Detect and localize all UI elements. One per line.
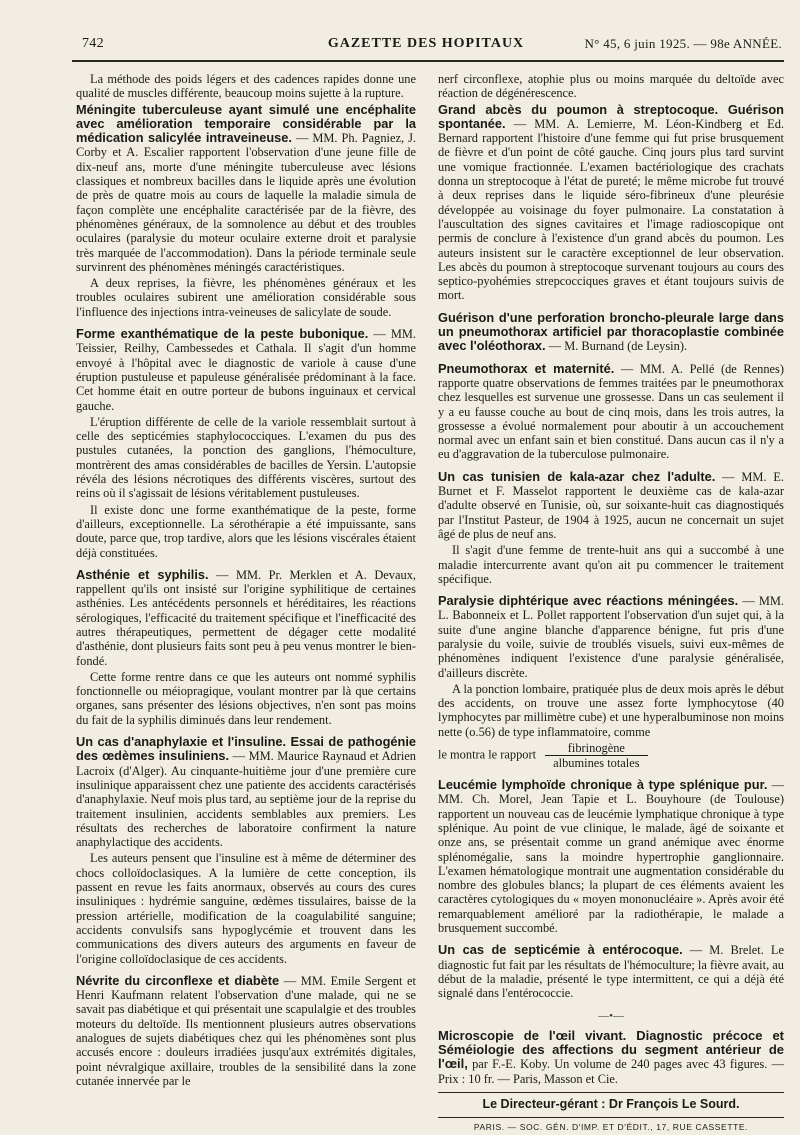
article-heading: Méningite tuberculeuse ayant simulé une encéphalite avec amélioration temporaire considérable par la médication salicylée intraveineuse.	[76, 101, 416, 146]
article-paralysie	[438, 594, 784, 770]
article-authors: — MM. Ph. Pagniez, J. Corby et A. Escalier	[76, 131, 416, 160]
article-leucemie	[438, 778, 784, 935]
article-anaphylaxie	[76, 735, 416, 966]
article-text: rapportent l'observation d'une jeune fille de dix-neuf ans, morte d'une méningite tuberculeuse avec lésions classiques et nombreux bacilles dans le liquide après une évolution de près de quatre mois au cours de laquelle la maladie simula de façon complète une encéphalite caractérisée par de la fièvre, des phénomènes généraux, de la somnolence au début et des troubles oculaires (paralysie du moteur oculaire externe droit et paralysie très marquée de l'accommodation). Dans la période terminale seule survinrent des phénomènes méningés caractéristiques.	[76, 145, 416, 274]
article-peste	[76, 327, 416, 560]
article-kala-azar	[438, 470, 784, 586]
article-heading: Un cas d'anaphylaxie et l'insuline. Essai de pathogénie des œdèmes insuliniens.	[76, 734, 416, 764]
intro-paragraph: La méthode des poids légers et des cadences rapides donne une qualité de muscles différente, beaucoup moins sujette à la rupture.	[76, 72, 416, 101]
article-authors: — M. Brelet.	[689, 943, 764, 958]
article-heading: Guérison d'une perforation broncho-pleurale large dans un pneumothorax artificiel par thoracoplastie combinée avec l'oléothorax.	[438, 309, 784, 354]
article-heading: Forme exanthématique de la peste bubonique.	[76, 326, 369, 342]
book-details: par F.-E. Koby. Un volume de 240 pages avec 43 figures. — Prix : 10 fr. — Paris, Masson et Cie.	[438, 1057, 784, 1086]
article-abces-poumon	[438, 103, 784, 303]
article-text: A deux reprises, la fièvre, les phénomènes généraux et les troubles oculaires subirent une amélioration considérable sous l'influence des injections intra-veineuses de salicylate de soude.	[76, 276, 416, 319]
article-text: Au cinquante-huitième jour d'une première cure insulinique apparaissent chez une patiente des accidents caractérisés d'anaphylaxie. Neuf mois plus tard, au septième jour de la reprise du traitement insulinien, accidents semblables aux premiers. Les résultats des recherches de laboratoire confirment la nature anaphylactique des accidents.	[76, 763, 417, 850]
book-title: Microscopie de l'œil vivant. Diagnostic précoce et Séméiologie des affections du segment antérieur de l'œil,	[438, 1027, 784, 1072]
article-text: Le diagnostic fut fait par les résultats de l'hémoculture; la fièvre avait, au début de la maladie, présenté le type intermittent, ce qui a déjà été signalé dans l'entérococcie.	[438, 943, 784, 1001]
article-heading: Un cas tunisien de kala-azar chez l'adulte.	[438, 468, 716, 484]
article-meningite	[76, 103, 416, 319]
article-authors: — MM. A. Lemierre, M. Léon-Kindberg et Ed. Bernard	[438, 116, 784, 146]
ratio-fraction	[545, 741, 647, 770]
left-column	[76, 72, 416, 1096]
running-header	[70, 30, 782, 56]
article-perforation	[438, 311, 784, 354]
article-pneumothorax	[438, 362, 784, 462]
footer-rule	[438, 1092, 784, 1093]
article-authors: — MM. E. Burnet et F. Masselot	[438, 469, 784, 499]
article-heading: Pneumothorax et maternité.	[438, 360, 615, 376]
article-heading: Asthénie et syphilis.	[76, 566, 209, 582]
continued-paragraph: nerf circonflexe, atophie plus ou moins marquée du deltoïde avec réaction de dégénérescence.	[438, 72, 784, 101]
article-text: relatent l'observation d'une malade, qui ne se savait pas diabétique et qui présentait une scapulalgie et des troubles moteurs du deltoïde. Ils mentionnent plusieurs autres observations analogues de sujets diabétiques chez qui les phénomènes sont plus accusés encore : douleurs irradiées jusqu'aux extrémités digitales, point névralgique axillaire, troubles de la sensibilité dans la zone cutanée innervée par le	[76, 988, 416, 1088]
article-heading: Un cas de septicémie à entérocoque.	[438, 942, 683, 958]
article-asthenie	[76, 568, 416, 727]
article-text: rapportent un nouveau cas de leucémie lymphatique chronique à type splénique. Au point de vue clinique, le malade, âgé de soixante et onze ans, se présentait comme un grand anémique avec énorme splénomégalie, sans la moindre hypertrophie ganglionnaire. L'examen hématologique montrait une augmentation considérable du nombre des globules blancs; la plupart de ces éléments avaient les caractères cytologiques du « moyen mononucléaire ». Après avoir été remarquablement amélioré par la radiothérapie, le malade a brusquement succombé.	[438, 806, 784, 936]
article-text: Les auteurs pensent que l'insuline est à même de déterminer des chocs colloïdoclasiques. A la lumière de cette conception, ils passent en revue les faits anormaux, observés au cours des cures insuliniques : hydrémie sanguine, œdèmes tissulaires, baisse de la pression artérielle, modification de la coagulabilité sanguine; accidents convulsifs sans hypoglycémie et trouvent dans les communications des divers auteurs des arguments en faveur de l'origine colloïdoclasique de ces accidents.	[76, 851, 416, 966]
section-separator: —•—	[598, 1009, 624, 1022]
footer-rule	[438, 1117, 784, 1118]
article-text: Cette forme rentre dans ce que les auteurs ont nommé syphilis fonctionnelle ou méiopragique, voulant montrer par là que certains organes, sans présenter des lésions objectives, n'en sont pas moins du fait de la syphilis diminués dans leur rendement.	[76, 669, 416, 727]
editor-line: Le Directeur-gérant : Dr François Le Sourd.	[482, 1097, 740, 1111]
article-authors: — MM. Teissier, Reilhy, Cambessedes et Cathala.	[76, 327, 416, 356]
article-text: Il existe donc une forme exanthématique de la peste, forme d'ailleurs, exceptionnelle. La sérothérapie a été impuissante, sans doute, parce que, trop tardive, alors que les lésions viscérales étaient déjà constituées.	[76, 502, 416, 560]
article-text: L'éruption différente de celle de la variole ressemblait surtout à celle des septicémies staphylococciques. L'examen du pus des pustules cutanées, la ponction des ganglions, l'hémoculture, montrèrent des amas considérables de bacilles de Yersin. L'autopsie révéla des lésions nécrotiques des différents viscères, surtout des reins où il s'agissait de lésions véritablement pustuleuses.	[76, 414, 416, 501]
page-number: 742	[82, 36, 104, 51]
book-notice	[438, 1029, 784, 1086]
article-authors: — MM. Ch. Morel, Jean Tapie et L. Bouyhoure (de Toulouse)	[438, 778, 784, 807]
article-text: Il s'agit d'un homme envoyé à l'hôpital avec le diagnostic de variole à cause d'une éruption pustuleuse et papuleuse généralisée prédominant à la face. Cet homme était en outre porteur de bubons inguinaux et cervical gauche.	[76, 341, 416, 413]
article-text: rapportent le deuxième cas de kala-azar d'adulte observé en Tunisie, où, sur soixante-huit cas diagnostiqués par l'Institut Pasteur, de 1904 à 1925, aucun ne concernait un sujet âgé de plus de neuf ans.	[438, 484, 785, 541]
article-authors: — MM. Pr. Merklen et A. Devaux,	[216, 567, 416, 582]
article-authors: — MM. Emile Sergent et Henri Kaufmann	[76, 973, 416, 1003]
article-nevrite	[76, 974, 416, 1088]
article-authors: — M. Burnand (de Leysin).	[548, 339, 688, 354]
ratio-numerator: fibrinogène	[545, 741, 647, 756]
article-authors: — MM. Maurice Raynaud et Adrien Lacroix (d'Alger).	[76, 749, 416, 778]
article-heading: Paralysie diphtérique avec réactions méningées.	[438, 593, 739, 609]
article-text: rapporte quatre observations de femmes traitées par le pneumothorax chez lesquelles est survenue une grossesse. Dans un cas seulement il y a eu fausse couche au bout de cinq mois, dans les trois autres, la grossesse a évolué normalement pour aboutir à un accouchement normal avec un enfant sain et bien constitué. Dans aucun cas il n'y a eu d'aggravation de la tuberculose pulmonaire.	[438, 375, 784, 462]
article-text: A la ponction lombaire, pratiquée plus de deux mois après le début des accidents, on trouve une assez forte lymphocytose (40 lymphocytes par millimètre cube) et une hyperalbuminose non moins nette (o.56) de type inflammatoire, comme	[438, 681, 784, 739]
article-text: Il s'agit d'une femme de trente-huit ans qui a succombé à une maladie intercurrente avant qu'on ait pu commencer le traitement spécifique.	[438, 543, 784, 586]
journal-title: GAZETTE DES HOPITAUX	[327, 36, 525, 51]
article-heading: Leucémie lymphoïde chronique à type splénique pur.	[438, 777, 768, 793]
ratio-lead: le montra le rapport	[438, 747, 537, 762]
article-heading: Grand abcès du poumon à streptocoque. Guérison spontanée.	[438, 101, 784, 131]
header-rule	[72, 60, 784, 62]
right-column	[438, 72, 784, 1135]
printer-line: PARIS. — SOC. GÉN. D'IMP. ET D'ÉDIT., 17, RUE CASSETTE.	[473, 1122, 749, 1133]
ratio-denominator: albumines totales	[553, 756, 640, 771]
article-heading: Névrite du circonflexe et diabète	[76, 972, 280, 988]
article-text: rapportent l'observation d'un sujet qui, à la suite d'une angine blanche d'apparence bénigne, fut pris d'une paralysie du voile, suivie de troublés visuels, suivi eux-mêmes de phénomènes indiquent l'existence d'une paralysie généralisée, d'ailleurs discrète.	[438, 608, 784, 680]
article-text: rapportent l'histoire d'une femme qui fut prise brusquement de fièvre et d'un point de côté gauche. Cinq jours plus tard survint une vomique fractionnée. L'examen bactériologique des crachats donna un streptocoque à l'état de pureté; le même microbe fut trouvé à deux reprises dans le liquide séro-fibrineux d'une pleurésie développée au voisinage du foyer pulmonaire. La constatation à l'auscultation des signes cavitaires et l'image radioscopique ont permis de conclure à l'existence d'un grand abcès du poumon. Les auteurs insistent sur le caractère exceptionnel de leur observation. Les abcès du poumon à streptocoque survenant toujours au cours des septico-pyohémies strepcocciques graves et étant toujours suivis de mort.	[438, 131, 784, 303]
article-authors: — MM. A. Pellé (de Rennes)	[620, 361, 784, 376]
ratio-line	[438, 741, 784, 770]
article-septicemie	[438, 943, 784, 1000]
article-authors: — MM. L. Babonneix et L. Pollet	[438, 594, 784, 623]
issue-info: N° 45, 6 juin 1925. — 98e ANNÉE.	[584, 36, 782, 51]
article-text: rappellent qu'ils ont insisté sur l'origine syphilitique de certaines asthénies. Les antécédents personnels et héréditaires, les réactions sérologiques, l'efficacité du traitement spécifique et l'inefficacité des autres thérapeutiques, permettent de dégager cette modalité d'asthénie, dont plusieurs faits sont peu à peu venus montrer le bien-fondé.	[76, 582, 416, 668]
